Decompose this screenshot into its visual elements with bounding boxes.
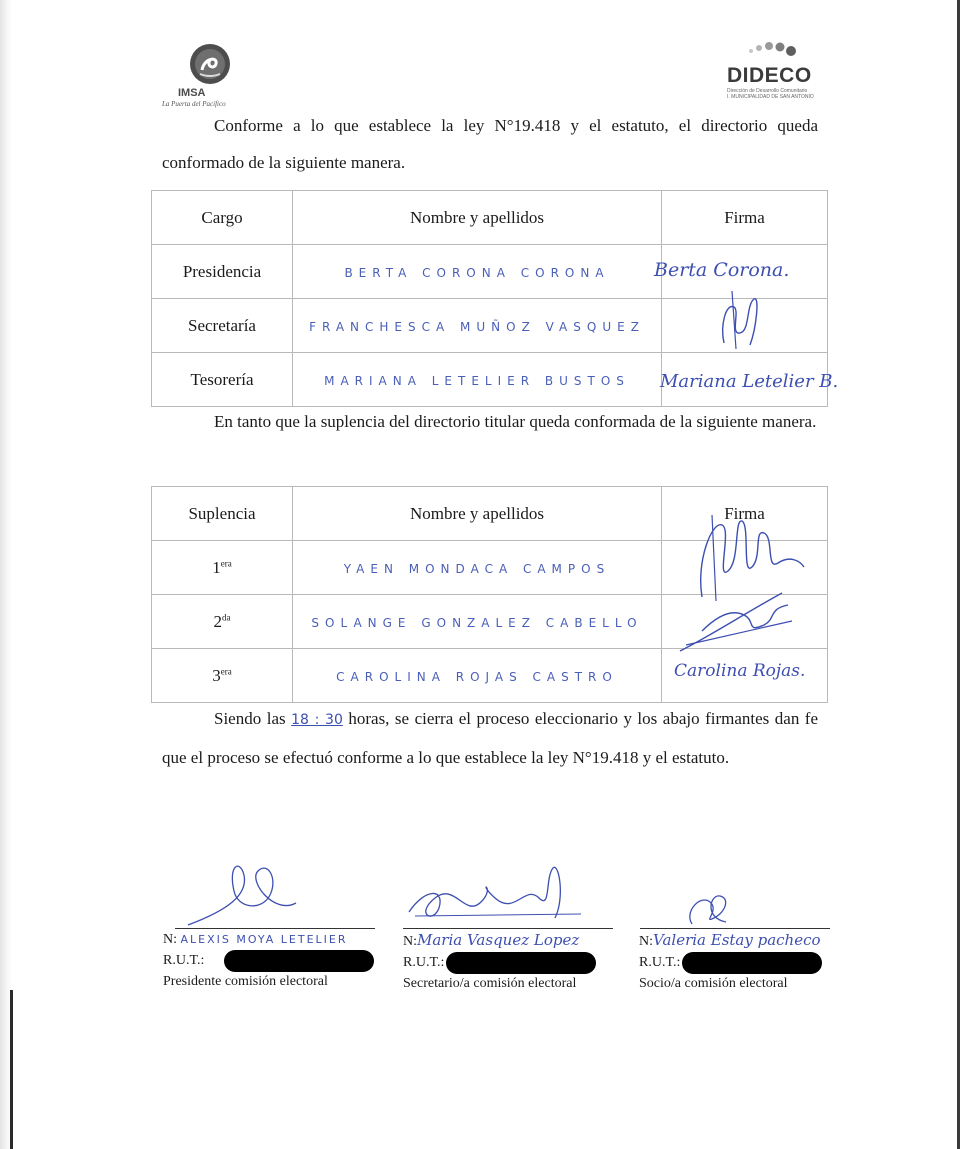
redaction-bar (446, 952, 596, 974)
handwritten-name: CAROLINA ROJAS CASTRO (336, 669, 618, 684)
cargo-cell: Presidencia (152, 245, 293, 299)
intro-paragraph-text: Conforme a lo que establece la ley N°19.418 y el estatuto, el directorio queda conformado de la siguiente manera. (162, 116, 818, 172)
cargo-cell: Secretaría (152, 299, 293, 353)
nombre-cell (293, 649, 662, 703)
table-row (152, 299, 828, 353)
signer-name: ALEXIS MOYA LETELIER (180, 933, 348, 946)
signer-role: Socio/a comisión electoral (639, 976, 788, 991)
closing-time: 18 : 30 (291, 712, 343, 728)
signer-role: Secretario/a comisión electoral (403, 976, 577, 991)
header-nombre: Nombre y apellidos (293, 487, 662, 541)
handwritten-name: MARIANA LETELIER BUSTOS (324, 373, 630, 388)
signature-line-2 (403, 928, 613, 929)
closing-after: horas, se cierra el proceso eleccionario y los abajo firmantes dan fe que el proceso se efectuó conforme a lo que establece la ley N°19.418 y el estatuto. (162, 709, 819, 767)
signature-name-row (639, 930, 822, 952)
header-nombre: Nombre y apellidos (293, 191, 662, 245)
signer-name: Valeria Estay pacheco (653, 931, 821, 949)
nombre-cell (293, 353, 662, 407)
nombre-cell (293, 541, 662, 595)
dideco-subtitle-line-2: I. MUNICIPALIDAD DE SAN ANTONIO (727, 94, 814, 100)
intro-paragraph (162, 107, 818, 181)
dideco-logo-subtitle (727, 88, 827, 100)
signature-line-1 (175, 928, 375, 929)
table-row (152, 595, 828, 649)
closing-paragraph (162, 700, 818, 776)
signature-block-presidente (163, 930, 374, 992)
suplencia-paragraph (162, 403, 818, 440)
rut-label: R.U.T.: (403, 955, 445, 971)
directorio-table (151, 190, 839, 407)
n-label: N: (163, 932, 177, 947)
suplencia-suffix: era (220, 557, 232, 568)
signer-role: Presidente comisión electoral (163, 974, 328, 989)
header-cargo: Cargo (152, 191, 293, 245)
redaction-bar (682, 952, 822, 974)
nombre-cell (293, 245, 662, 299)
rut-row (403, 952, 596, 974)
n-label: N: (403, 934, 417, 949)
signature-block-socio (639, 930, 822, 994)
signer-name: Maria Vasquez Lopez (417, 931, 580, 949)
signature-scribble-1 (178, 855, 368, 930)
table-row (152, 353, 828, 407)
nombre-cell (293, 299, 662, 353)
suplencia-cell (152, 649, 293, 703)
handwritten-signature: Mariana Letelier B. (660, 371, 839, 392)
dideco-subtitle-line-1: Dirección de Desarrollo Comunitario (727, 88, 808, 94)
header-firma: Firma (662, 191, 828, 245)
signature-block-secretario (403, 930, 596, 994)
suplencia-cell (152, 595, 293, 649)
table-row (152, 649, 828, 703)
signature-name-row (403, 930, 596, 952)
signature-scribble-2 (405, 858, 585, 933)
rut-label: R.U.T.: (163, 953, 205, 969)
rut-row (639, 952, 822, 974)
suplencia-suffix: da (222, 611, 231, 622)
suplencia-suffix: era (220, 665, 232, 676)
nombre-cell (293, 595, 662, 649)
handwritten-signature: Carolina Rojas. (674, 661, 806, 681)
suplencia-paragraph-text: En tanto que la suplencia del directorio titular queda conformada de la siguiente manera. (214, 412, 817, 431)
imsa-logo-text: IMSA (178, 87, 206, 99)
signature-scribble (710, 285, 770, 355)
firma-cell (660, 353, 839, 407)
scan-edge-bottom-left (10, 990, 13, 1149)
n-label: N: (639, 934, 653, 949)
suplencia-number: 2 (213, 611, 222, 631)
rut-label: R.U.T.: (639, 955, 681, 971)
handwritten-signature: Berta Corona. (654, 259, 790, 281)
handwritten-name: BERTA CORONA CORONA (344, 265, 610, 280)
firma-cell (662, 299, 828, 353)
handwritten-name: FRANCHESCA MUÑOZ VASQUEZ (309, 319, 645, 334)
scan-edge-left (0, 0, 12, 1149)
firma-cell (662, 595, 828, 649)
imsa-logo-tagline: La Puerta del Pacífico (162, 100, 226, 108)
signature-name-row (163, 930, 374, 950)
dideco-logo-text: DIDECO (727, 64, 812, 87)
firma-cell (662, 649, 828, 703)
handwritten-name: YAEN MONDACA CAMPOS (343, 561, 611, 576)
signature-line-3 (640, 928, 830, 929)
header-firma: Firma (662, 487, 828, 541)
redaction-bar (224, 950, 374, 972)
table-header-row (152, 191, 828, 245)
closing-before: Siendo las (214, 709, 286, 728)
suplencia-table (151, 486, 828, 703)
suplencia-number: 1 (212, 557, 221, 577)
suplencia-number: 3 (212, 665, 221, 685)
handwritten-name: SOLANGE GONZALEZ CABELLO (311, 615, 643, 630)
signature-scribble-3 (680, 888, 750, 933)
header-suplencia: Suplencia (152, 487, 293, 541)
suplencia-cell (152, 541, 293, 595)
cargo-cell: Tesorería (152, 353, 293, 407)
rut-row (163, 950, 374, 972)
